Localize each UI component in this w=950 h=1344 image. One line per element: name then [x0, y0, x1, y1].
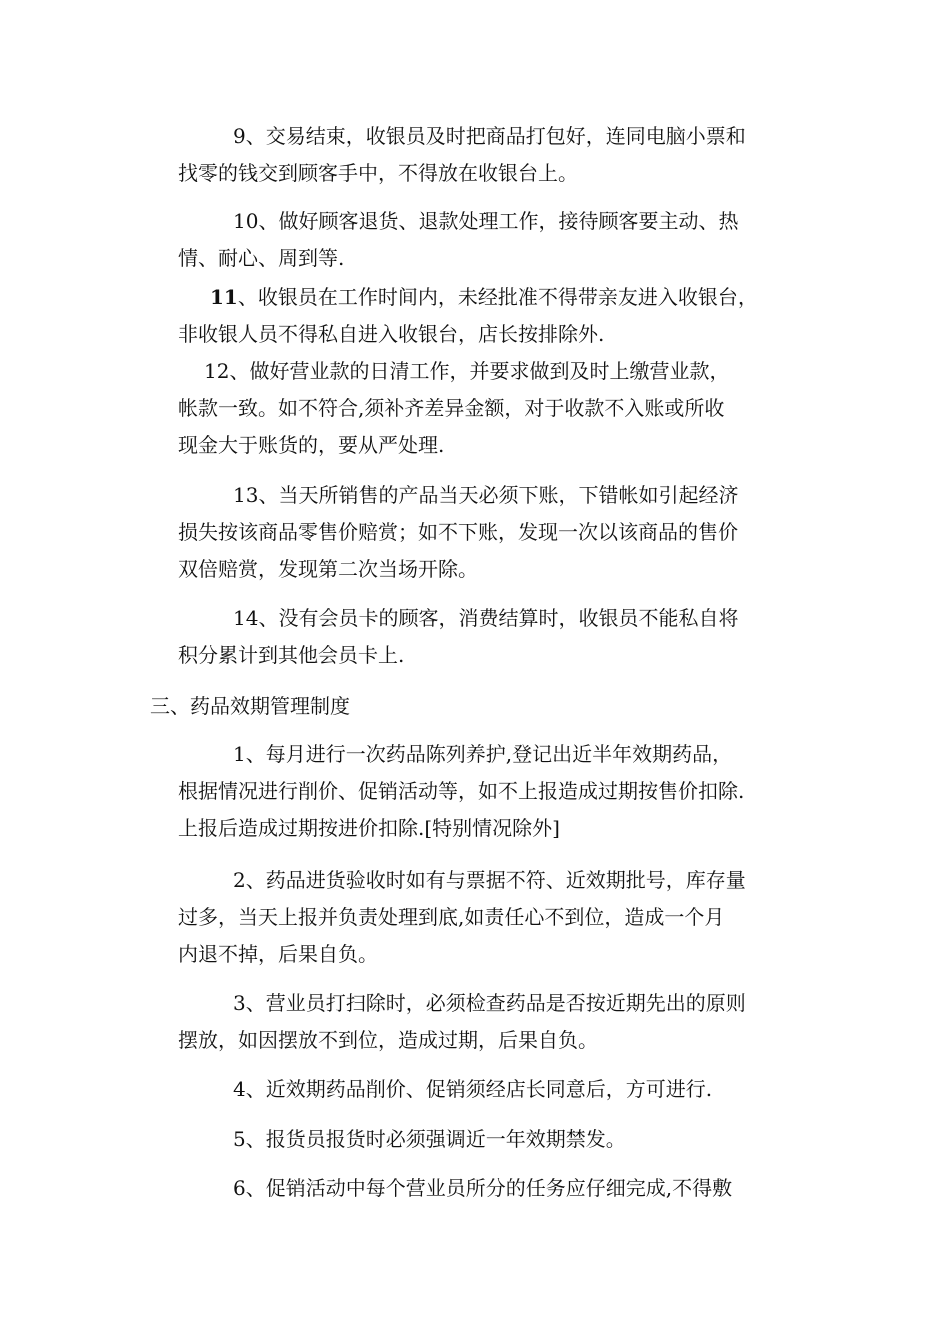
section-item-2	[178, 862, 818, 973]
paragraph-line: 9、交易结束，收银员及时把商品打包好，连同电脑小票和	[233, 124, 746, 148]
paragraph-line: 损失按该商品零售价赔赏；如不下账，发现一次以该商品的售价	[178, 520, 738, 544]
paragraph-line: 2、药品进货验收时如有与票据不符、近效期批号，库存量	[233, 868, 746, 892]
paragraph-line: 积分累计到其他会员卡上.	[178, 643, 405, 667]
paragraph-line: 现金大于账货的，要从严处理.	[178, 433, 445, 457]
section-item-1	[178, 736, 818, 847]
paragraph-line: 摆放，如因摆放不到位，造成过期，后果自负。	[178, 1028, 598, 1052]
paragraph-item-9	[178, 118, 818, 192]
paragraph-line: 14、没有会员卡的顾客，消费结算时，收银员不能私自将	[233, 606, 739, 630]
paragraph-line: 4、近效期药品削价、促销须经店长同意后，方可进行.	[233, 1077, 713, 1101]
item-number: 11	[210, 285, 238, 309]
paragraph-line: 5、报货员报货时必须强调近一年效期禁发。	[233, 1127, 626, 1151]
paragraph-item-13	[178, 477, 818, 588]
paragraph-item-14	[178, 600, 818, 674]
paragraph-line: 3、营业员打扫除时，必须检查药品是否按近期先出的原则	[233, 991, 746, 1015]
paragraph-item-12	[178, 353, 818, 464]
section-item-5	[178, 1121, 818, 1158]
paragraph-line: 12、做好营业款的日清工作，并要求做到及时上缴营业款，	[204, 359, 730, 383]
paragraph-item-11	[178, 279, 818, 353]
paragraph-line: 根据情况进行削价、促销活动等，如不上报造成过期按售价扣除.	[178, 779, 745, 803]
paragraph-line: 情、耐心、周到等.	[178, 246, 345, 270]
paragraph-line: 13、当天所销售的产品当天必须下账，下错帐如引起经济	[233, 483, 739, 507]
paragraph-line: 6、促销活动中每个营业员所分的任务应仔细完成,不得敷	[233, 1176, 733, 1200]
paragraph-item-10	[178, 203, 818, 277]
section-item-6	[178, 1170, 818, 1207]
paragraph-line: 找零的钱交到顾客手中，不得放在收银台上。	[178, 161, 578, 185]
section-item-3	[178, 985, 818, 1059]
paragraph-line: 内退不掉，后果自负。	[178, 942, 378, 966]
paragraph-line: 过多，当天上报并负责处理到底,如责任心不到位，造成一个月	[178, 905, 725, 929]
paragraph-line: 上报后造成过期按进价扣除.[特别情况除外]	[178, 816, 560, 840]
paragraph-line: 1、每月进行一次药品陈列养护,登记出近半年效期药品，	[233, 742, 733, 766]
paragraph-line-text: 、收银员在工作时间内，未经批准不得带亲友进入收银台，	[237, 285, 758, 309]
section-heading: 三、药品效期管理制度	[150, 694, 350, 718]
paragraph-line: 10、做好顾客退货、退款处理工作，接待顾客要主动、热	[233, 209, 739, 233]
section-item-4	[178, 1071, 818, 1108]
paragraph-line: 非收银人员不得私自进入收银台，店长按排除外.	[178, 322, 605, 346]
paragraph-line: 双倍赔赏，发现第二次当场开除。	[178, 557, 478, 581]
paragraph-line: 帐款一致。如不符合,须补齐差异金额，对于收款不入账或所收	[178, 396, 725, 420]
paragraph-line	[178, 279, 818, 316]
